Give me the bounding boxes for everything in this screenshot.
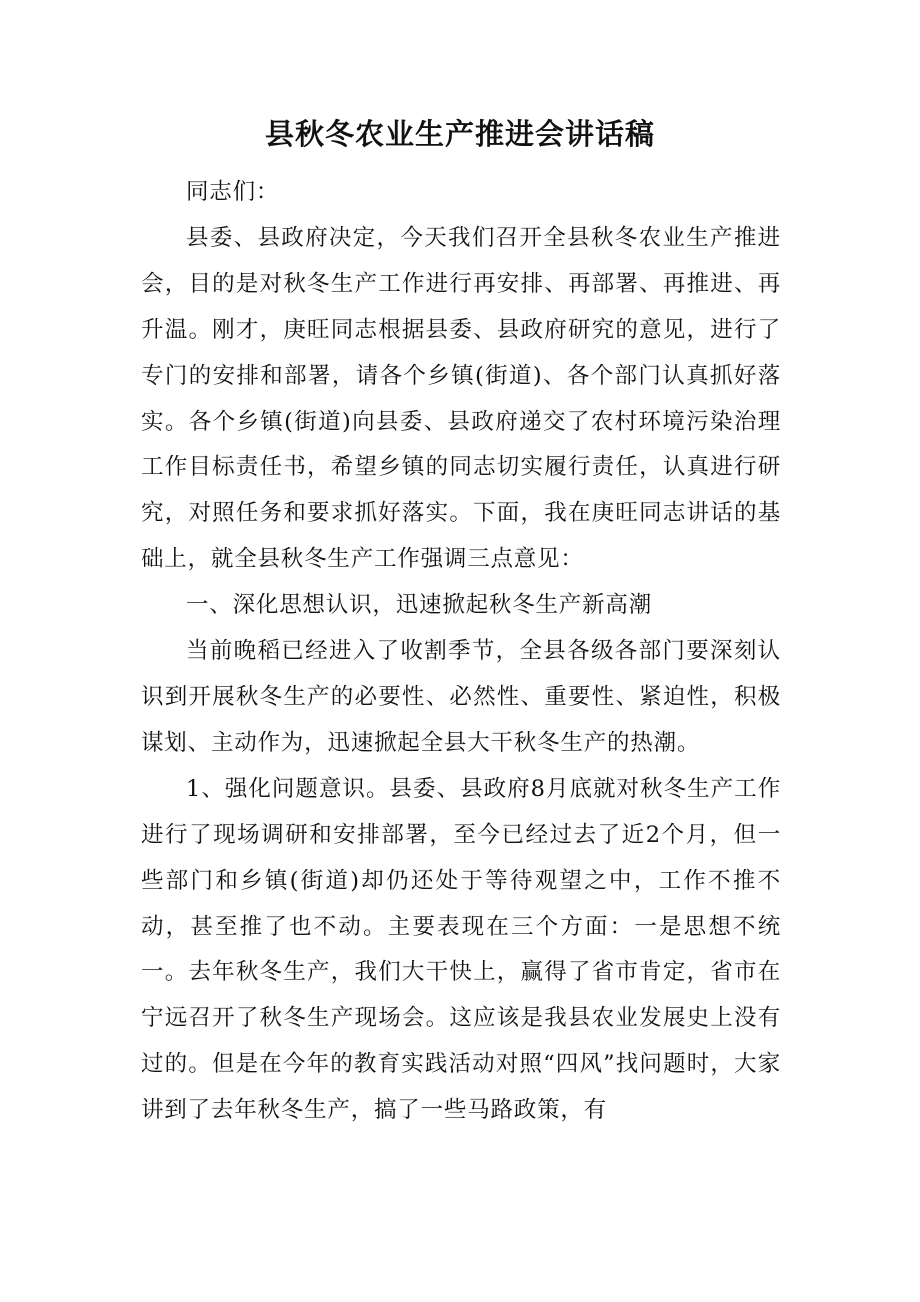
document-body [141, 170, 781, 1134]
section-1-paragraph: 当前晚稻已经进入了收割季节，全县各级各部门要深刻认识到开展秋冬生产的必要性、必然性、重要性、紧迫性，积极谋划、主动作为，迅速掀起全县大干秋冬生产的热潮。 [141, 638, 781, 756]
intro-paragraph: 县委、县政府决定，今天我们召开全县秋冬农业生产推进会，目的是对秋冬生产工作进行再安排、再部署、再推进、再升温。刚才，庚旺同志根据县委、县政府研究的意见，进行了专门的安排和部署，请各个乡镇(街道)、各个部门认真抓好落实。各个乡镇(街道)向县委、县政府递交了农村环境污染治理工作目标责任书，希望乡镇的同志切实履行责任，认真进行研究，对照任务和要求抓好落实。下面，我在庚旺同志讲话的基础上，就全县秋冬生产工作强调三点意见： [141, 224, 781, 573]
point-1-paragraph: 1、强化问题意识。县委、县政府8月底就对秋冬生产工作进行了现场调研和安排部署，至今已经过去了近2个月，但一些部门和乡镇(街道)却仍还处于等待观望之中，工作不推不动，甚至推了也不动。主要表现在三个方面：一是思想不统一。去年秋冬生产，我们大干快上，赢得了省市肯定，省市在宁远召开了秋冬生产现场会。这应该是我县农业发展史上没有过的。但是在今年的教育实践活动对照“四风”找问题时，大家讲到了去年秋冬生产，搞了一些马路政策，有 [141, 775, 781, 1124]
salutation-paragraph: 同志们： [186, 179, 280, 205]
section-heading-1: 一、深化思想认识，迅速掀起秋冬生产新高潮 [186, 592, 653, 619]
document-title: 县秋冬农业生产推进会讲话稿 [264, 117, 655, 151]
